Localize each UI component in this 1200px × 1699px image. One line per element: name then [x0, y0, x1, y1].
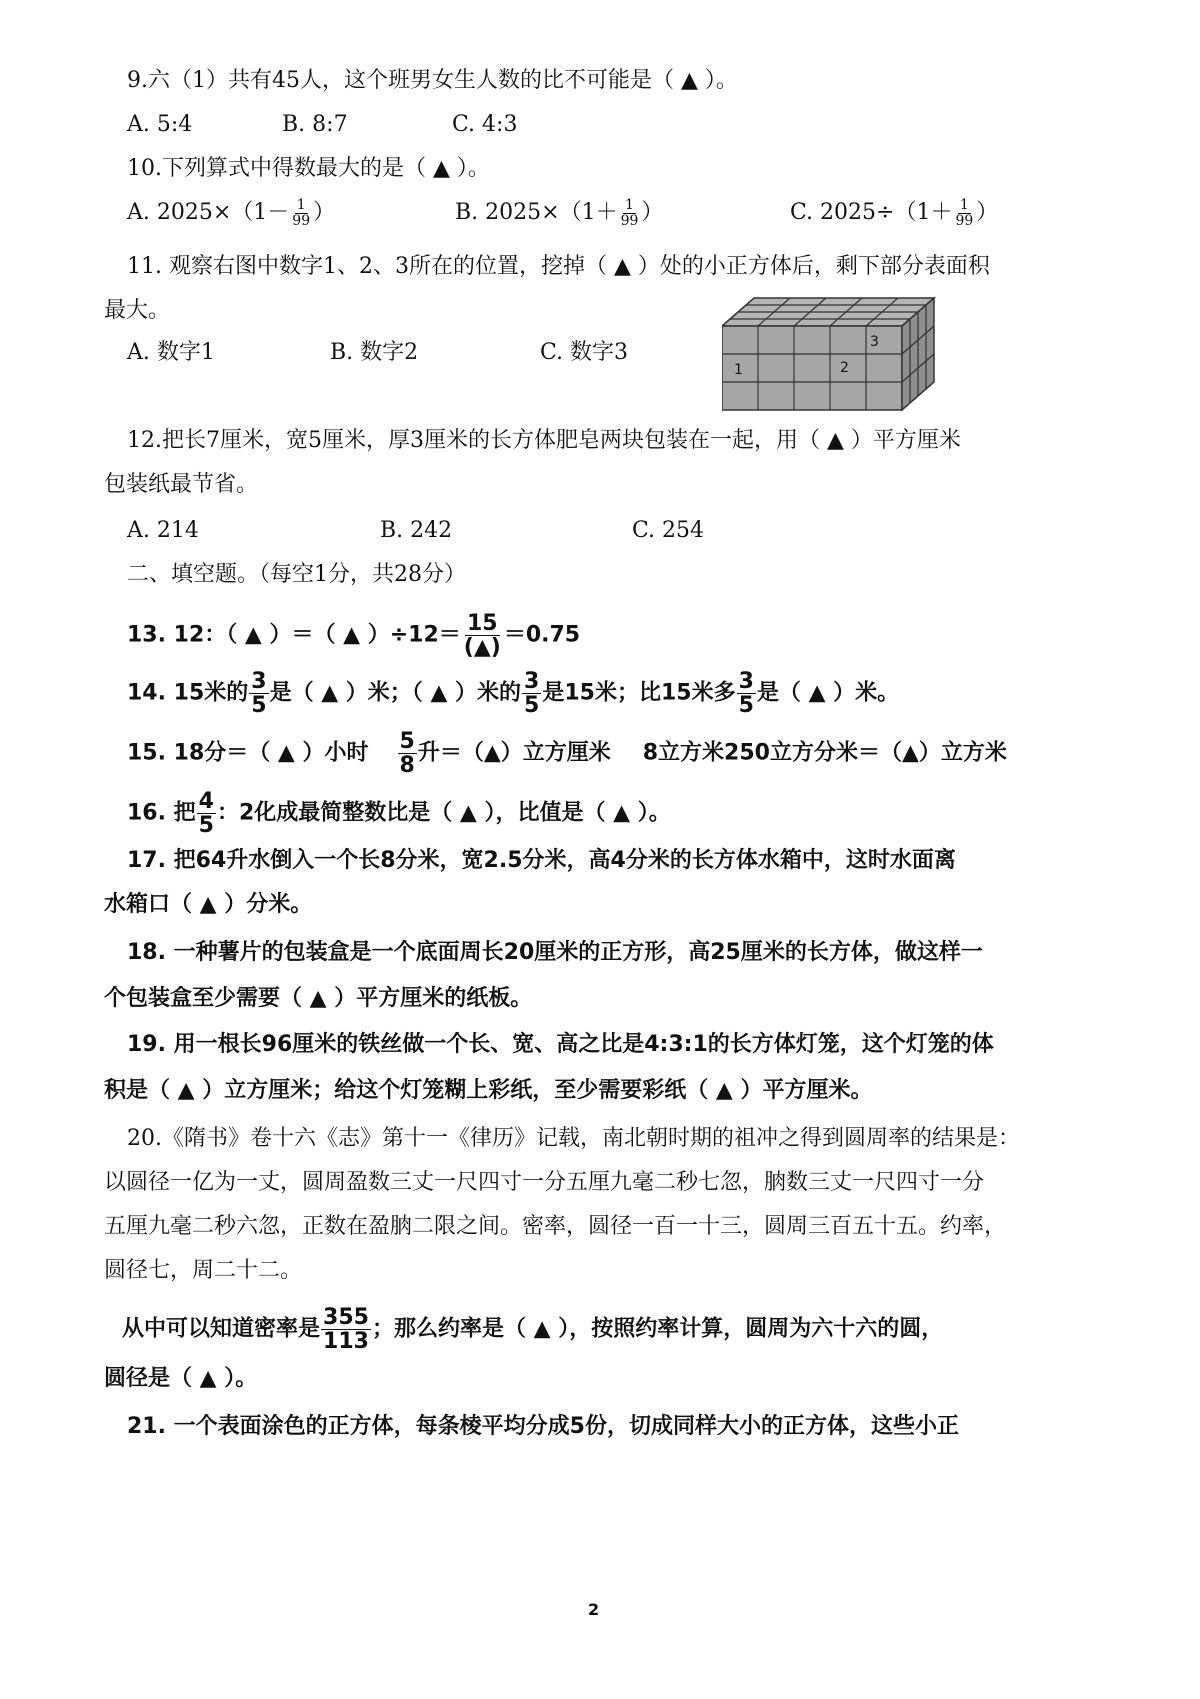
q17-line-1: 17. 把64升水倒入一个长8分米，宽2.5分米，高4分米的长方体水箱中，这时水面离 — [127, 848, 956, 873]
q18-line-2: 个包装盒至少需要（ ▲ ）平方厘米的纸板。 — [104, 986, 533, 1011]
q12-stem: 12.把长7厘米，宽5厘米，厚3厘米的长方体肥皂两块包装在一起，用（ ▲ ）平方厘米 — [127, 428, 961, 453]
q20-line-6: 圆径是（ ▲ ）。 — [104, 1366, 258, 1391]
q12-option-c: C. 254 — [632, 518, 705, 543]
q20-line-5: 从中可以知道密率是 $\frac{355}{113}$ ；那么约率是（ ▲ ），按照约率计算，圆周为六十六的圆， — [122, 1305, 944, 1355]
q11-stem: 11. 观察右图中数字1、2、3所在的位置，挖掉（ ▲ ）处的小正方体后，剩下部分表面积 — [127, 254, 990, 279]
q9-option-b: B. 8:7 — [282, 112, 348, 137]
q11-option-c: C. 数字3 — [540, 340, 629, 365]
page-number: 2 — [588, 1600, 600, 1619]
q10-option-c: C. 2025÷（1＋ $\frac{1}{99}$ ） — [790, 197, 999, 229]
q11-stem-cont: 最大。 — [104, 298, 171, 323]
q19-line-2: 积是（ ▲ ）立方厘米；给这个灯笼糊上彩纸，至少需要彩纸（ ▲ ）平方厘米。 — [104, 1078, 873, 1103]
q10-option-a: A. 2025×（1－ $\frac{1}{99}$ ） — [127, 197, 336, 229]
q9-option-c: C. 4:3 — [452, 112, 518, 137]
q11-option-b: B. 数字2 — [330, 340, 419, 365]
q9-stem: 9.六（1）共有45人，这个班男女生人数的比不可能是（ ▲ ）。 — [127, 68, 738, 93]
q16-line: 16. 把 $\frac{4}{5}$ ：2化成最简整数比是（ ▲ ），比值是（ ▲ ）。 — [127, 789, 671, 839]
q9-option-a: A. 5:4 — [127, 112, 193, 137]
q12-option-a: A. 214 — [127, 518, 199, 543]
q15-line: 15. 18分＝（ ▲ ）小时 $\frac{5}{8}$ 升＝（▲）立方厘米 8立方米250立方分米＝（▲）立方米 — [127, 729, 1007, 779]
q12-option-b: B. 242 — [380, 518, 453, 543]
q13-line: 13. 12：（ ▲ ）＝（ ▲ ）÷12＝ 15 (▲) ＝0.75 — [127, 611, 581, 661]
q14-line: 14. 15米的 $\frac{3}{5}$ 是（ ▲ ）米；（ ▲ ）米的 $\frac{3}{5}$ 是15米；比15米多 $\frac{3}{5}$ 是（ ▲ ）米。 — [127, 669, 900, 719]
q17-line-2: 水箱口（ ▲ ）分米。 — [104, 892, 313, 917]
cuboid-figure — [722, 294, 938, 414]
q10-stem: 10.下列算式中得数最大的是（ ▲ ）。 — [127, 156, 490, 181]
q20-line-2: 以圆径一亿为一丈，圆周盈数三丈一尺四寸一分五厘九毫二秒七忽，朒数三丈一尺四寸一分 — [104, 1170, 985, 1195]
q10-option-b: B. 2025×（1＋ $\frac{1}{99}$ ） — [455, 197, 664, 229]
section-2-heading: 二、填空题。（每空1分，共28分） — [127, 562, 466, 587]
cube-label-3: 3 — [870, 334, 879, 350]
q12-stem-cont: 包装纸最节省。 — [104, 472, 259, 497]
q21-line-1: 21. 一个表面涂色的正方体，每条棱平均分成5份，切成同样大小的正方体，这些小正 — [127, 1414, 959, 1439]
q20-line-3: 五厘九毫二秒六忽，正数在盈朒二限之间。密率，圆径一百一十三，圆周三百五十五。约率， — [104, 1214, 1007, 1239]
q11-option-a: A. 数字1 — [127, 340, 215, 365]
q19-line-1: 19. 用一根长96厘米的铁丝做一个长、宽、高之比是4:3:1的长方体灯笼，这个灯笼的体 — [127, 1032, 994, 1057]
cube-label-2: 2 — [840, 360, 849, 376]
cube-label-1: 1 — [734, 362, 743, 378]
q20-line-4: 圆径七，周二十二。 — [104, 1258, 303, 1283]
q20-line-1: 20.《隋书》卷十六《志》第十一《律历》记载，南北朝时期的祖冲之得到圆周率的结果是： — [127, 1126, 1020, 1151]
q18-line-1: 18. 一种薯片的包装盒是一个底面周长20厘米的正方形，高25厘米的长方体，做这样一 — [127, 940, 983, 965]
